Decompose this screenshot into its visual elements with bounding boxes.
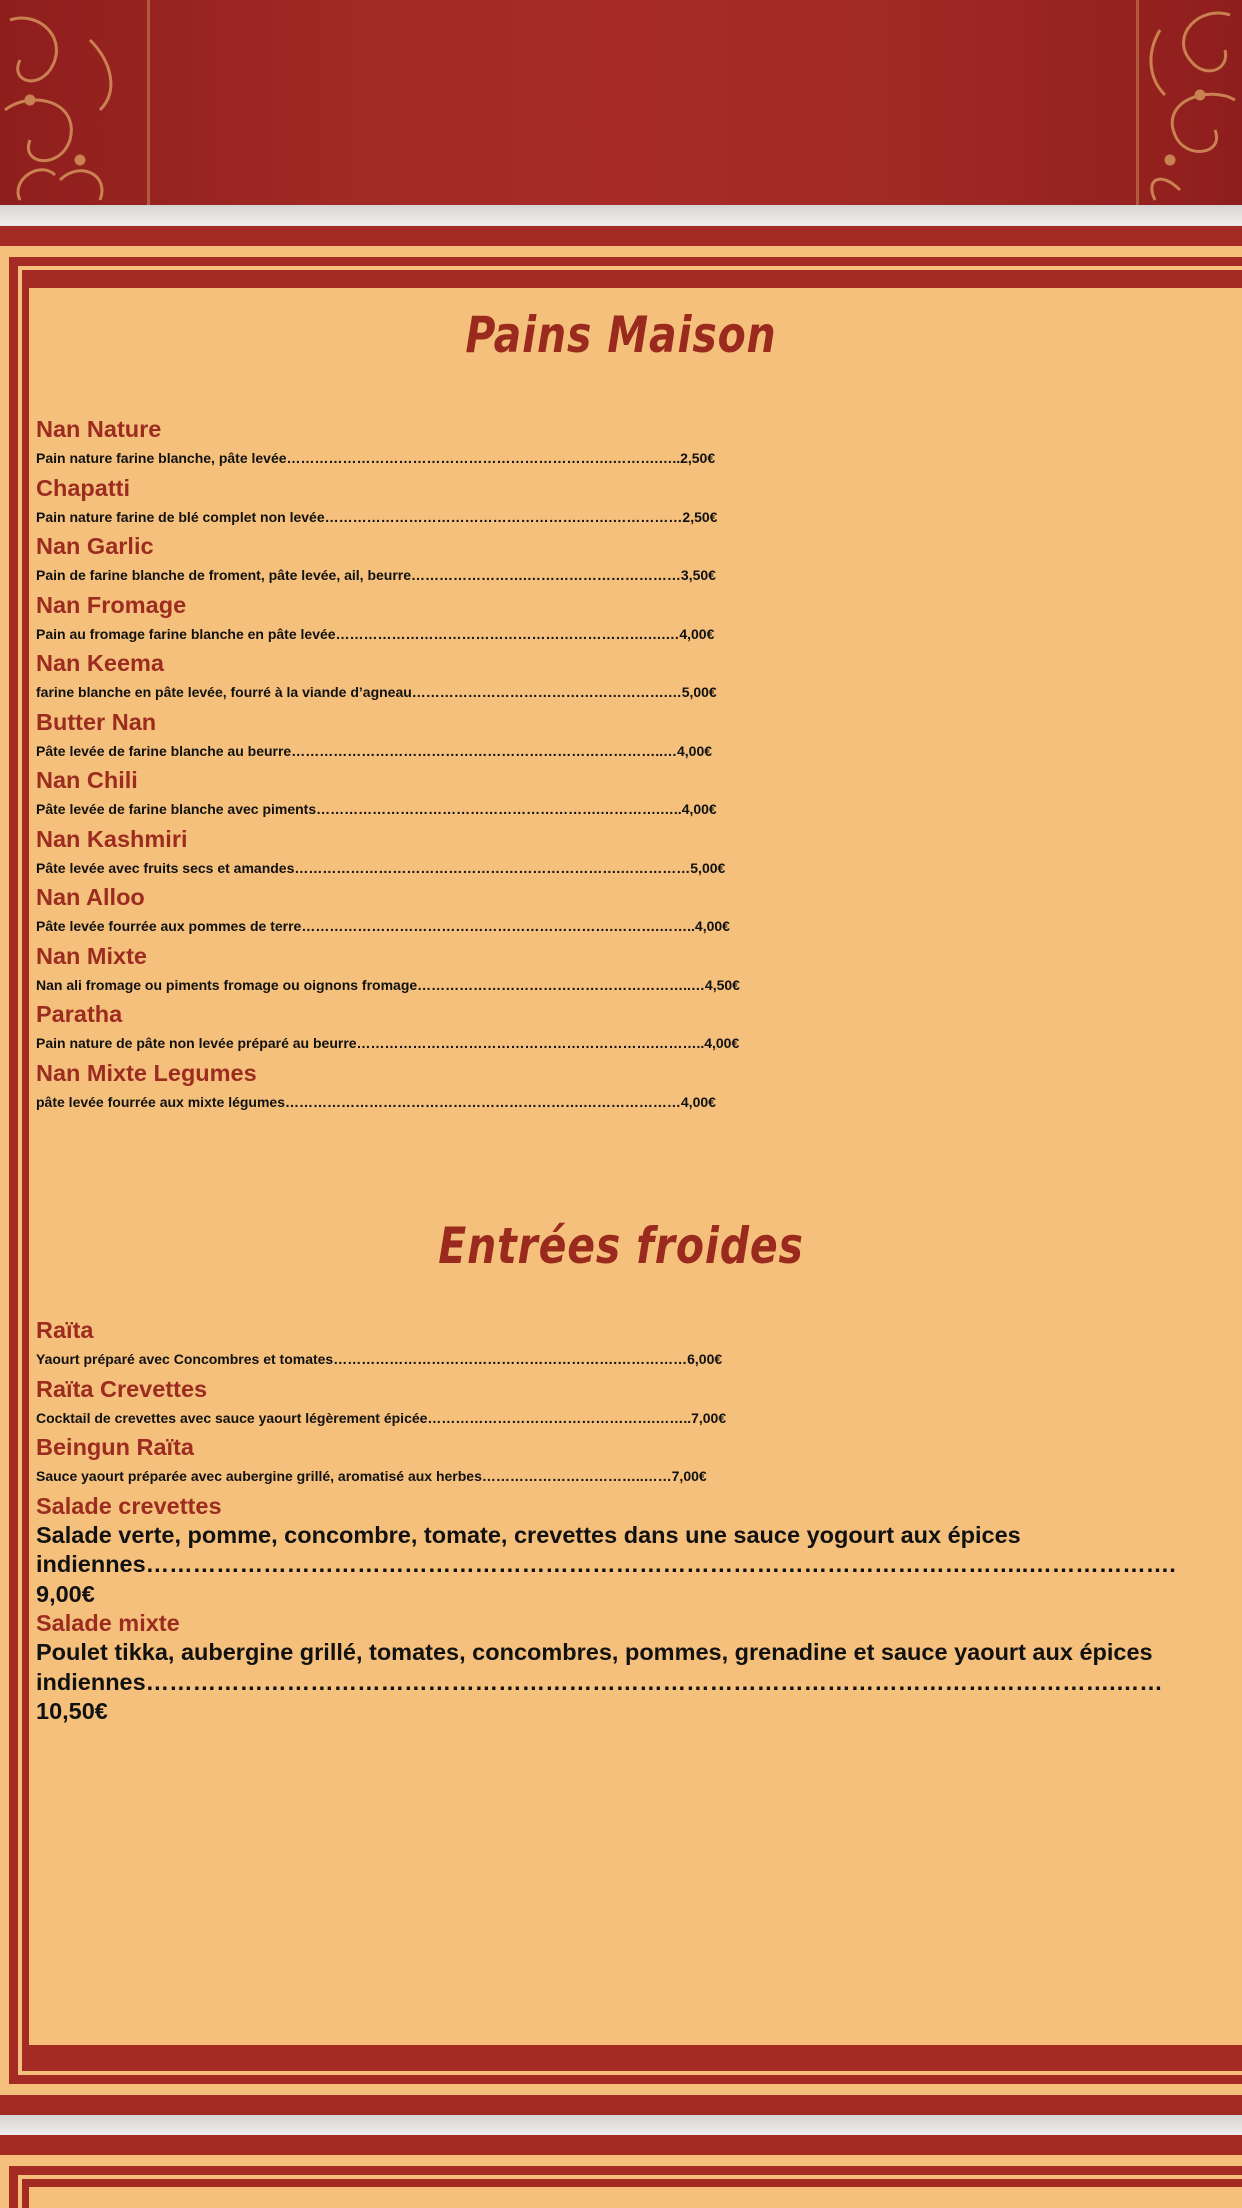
- item-description: Pain nature de pâte non levée préparé au beurre……………………………………………………….………..4,00€: [36, 1035, 740, 1051]
- menu-item: [36, 1433, 1226, 1492]
- section-title-pains-maison: Pains Maison: [465, 306, 777, 364]
- item-name: Salade mixte: [36, 1610, 180, 1636]
- menu-item: [36, 1609, 1226, 1727]
- item-name: Nan Alloo: [36, 884, 145, 910]
- item-name: Nan Chili: [36, 767, 138, 793]
- menu-item: [36, 942, 1226, 1001]
- item-name: Paratha: [36, 1001, 123, 1027]
- page-separator: [0, 2115, 1242, 2135]
- right-ornament-icon: [1140, 0, 1242, 205]
- item-name: Nan Garlic: [36, 533, 154, 559]
- item-name: Nan Mixte: [36, 942, 147, 969]
- menu-item: [36, 883, 1226, 942]
- menu-item: [36, 1375, 1226, 1434]
- item-description: Yaourt préparé avec Concombres et tomates…………………………………………………….……………6,00€: [36, 1351, 723, 1367]
- section-title-entrees-froides: Entrées froides: [438, 1217, 804, 1275]
- menu-item: [36, 1316, 1226, 1375]
- item-name: Nan Fromage: [36, 591, 187, 618]
- menu-section-entrees-froides: [36, 1316, 1226, 1727]
- banner-divider: [147, 0, 150, 205]
- item-description: Pain au fromage farine blanche en pâte levée………………………………………………………….….…4,00€: [36, 625, 715, 642]
- item-name: Raïta: [36, 1317, 94, 1343]
- item-description: pâte levée fourrée aux mixte légumes……………………………………………………….…………………4,00€: [36, 1093, 716, 1110]
- header-banner: [0, 0, 1242, 205]
- item-name: Nan Nature: [36, 416, 162, 442]
- menu-item: [36, 532, 1226, 591]
- menu-item: [36, 825, 1226, 884]
- menu-section-pains-maison: [36, 415, 1226, 1117]
- menu-item: [36, 1492, 1226, 1610]
- left-ornament-icon: [0, 0, 150, 205]
- item-description: Pain nature farine de blé complet non levée……………………………………………….…….……………2,50€: [36, 508, 718, 525]
- menu-item: [36, 415, 1226, 474]
- item-description: Pâte levée de farine blanche au beurre……………………………………………………………………..…4,00€: [36, 742, 713, 759]
- menu-item: [36, 591, 1226, 650]
- item-name: Chapatti: [36, 474, 130, 501]
- item-description: Cocktail de crevettes avec sauce yaourt légèrement épicée………………………………………….……..7,00€: [36, 1409, 727, 1426]
- menu-item: [36, 474, 1226, 533]
- item-description: Poulet tikka, aubergine grillé, tomates, concombres, pommes, grenadine et sauce yaourt aux épices indiennes…………………………………………………………………………………………………………….……10,50€: [36, 1639, 1163, 1724]
- page-separator: [0, 205, 1242, 225]
- item-description: Pain de farine blanche de froment, pâte levée, ail, beurre…………………….……………………………3,50€: [36, 567, 716, 583]
- item-name: Butter Nan: [36, 708, 157, 735]
- menu-item: [36, 649, 1226, 708]
- item-description: Nan ali fromage ou piments fromage ou oignons fromage…………………………………………………..…4,50€: [36, 976, 740, 993]
- item-description: farine blanche en pâte levée, fourré à la viande d’agneau……………………………………………….…5,00€: [36, 684, 717, 700]
- item-description: Pâte levée avec fruits secs et amandes…………………………………………………………….……………5,00€: [36, 859, 726, 876]
- item-name: Nan Mixte Legumes: [36, 1059, 257, 1086]
- item-description: Salade verte, pomme, concombre, tomate, crevettes dans une sauce yogourt aux épices indiennes…………………………………………………………………………………………………..………………. 9,00€: [36, 1521, 1176, 1607]
- menu-item: [36, 766, 1226, 825]
- next-menu-card: [0, 2135, 1242, 2208]
- item-description: Pâte levée fourrée aux pommes de terre………………………………………………………….……….……..4,00€: [36, 918, 730, 934]
- item-name: Nan Keema: [36, 650, 164, 676]
- item-name: Raïta Crevettes: [36, 1375, 208, 1402]
- item-description: Sauce yaourt préparée avec aubergine grillé, aromatisé aux herbes……………………………..……7,00€: [36, 1468, 707, 1484]
- item-description: Pâte levée de farine blanche avec piments…………………………………………………….………….…..4,00€: [36, 801, 717, 817]
- menu-item: [36, 708, 1226, 767]
- banner-divider: [1136, 0, 1139, 205]
- menu-item: [36, 1059, 1226, 1118]
- item-name: Beingun Raïta: [36, 1434, 194, 1460]
- item-description: Pain nature farine blanche, pâte levée…………………………………………………………….……….…..2,50€: [36, 450, 716, 466]
- menu-item: [36, 1000, 1226, 1059]
- item-name: Salade crevettes: [36, 1492, 222, 1519]
- item-name: Nan Kashmiri: [36, 825, 188, 852]
